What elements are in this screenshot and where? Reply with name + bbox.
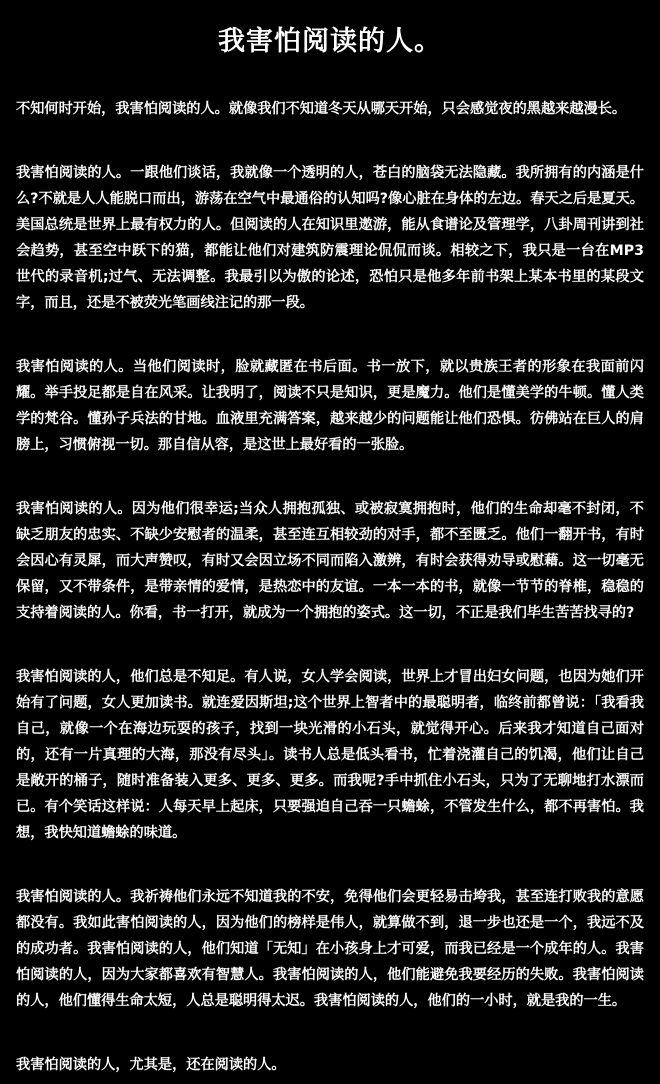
spacer bbox=[16, 1014, 644, 1052]
spacer bbox=[16, 846, 644, 884]
spacer bbox=[16, 458, 644, 496]
paragraph-7: 我害怕阅读的人，尤其是，还在阅读的人。 bbox=[16, 1057, 286, 1073]
paragraph-2: 我害怕阅读的人。一跟他们谈话，我就像一个透明的人，苍白的脑袋无法隐藏。我所拥有的内涵是什么?不就是人人能脱口而出，游荡在空气中最通俗的认知吗?像心脏在身体的左边。春天之后是夏天。美国总统是世界上最有权力的人。但阅读的人在知识里遨游，能从食谱论及管理学，八卦周刊讲到社会趋势，甚至空中跃下的猫，都能让他们对建筑防震理论侃侃而谈。相较之下，我只是一台在MP3世代的录音机;过气、无法调整。我最引以为傲的论述，恐怕只是他多年前书架上某本书里的某段文字，而且，还是不被荧光笔画线注记的那一段。 bbox=[16, 165, 644, 311]
article-title: 我害怕阅读的人。 bbox=[218, 26, 442, 57]
spacer bbox=[16, 122, 644, 160]
paragraph-6: 我害怕阅读的人。我祈祷他们永远不知道我的不安，免得他们会更轻易击垮我，甚至连打败我的意愿都没有。我如此害怕阅读的人，因为他们的榜样是伟人，就算做不到，退一步也还是一个，我远不及的成功者。我害怕阅读的人，他们知道「无知」在小孩身上才可爱，而我已经是一个成年的人。我害怕阅读的人，因为大家都喜欢有智慧人。我害怕阅读的人，他们能避免我要经历的失败。我害怕阅读的人，他们懂得生命太短，人总是聪明得太迟。我害怕阅读的人，他们的一小时，就是我的一生。 bbox=[16, 889, 644, 1009]
paragraph-3: 我害怕阅读的人。当他们阅读时，脸就藏匿在书后面。书一放下，就以贵族王者的形象在我面前闪耀。举手投足都是自在风采。让我明了，阅读不只是知识，更是魔力。他们是懂美学的牛顿。懂人类学的梵谷。懂孙子兵法的甘地。血液里充满答案，越来越少的问题能让他们恐惧。彷佛站在巨人的肩膀上，习惯俯视一切。那自信从容，是这世上最好看的一张脸。 bbox=[16, 359, 644, 453]
paragraph-1: 不知何时开始，我害怕阅读的人。就像我们不知道冬天从哪天开始，只会感觉夜的黑越来越漫长。 bbox=[16, 101, 627, 117]
spacer bbox=[16, 316, 644, 354]
spacer bbox=[16, 626, 644, 664]
spacer bbox=[16, 58, 644, 96]
paragraph-5: 我害怕阅读的人，他们总是不知足。有人说，女人学会阅读，世界上才冒出妇女问题，也因为她们开始有了问题，女人更加读书。就连爱因斯坦;这个世界上智者中的最聪明者，临终前都曾说：「我看我自己，就像一个在海边玩耍的孩子，找到一块光滑的小石头，就觉得开心。后来我才知道自己面对的，还有一片真理的大海，那没有尽头」。读书人总是低头看书，忙着浇灌自己的饥渴，他们让自己是敞开的桶子，随时准备装入更多、更多、更多。而我呢?手中抓住小石头，只为了无聊地打水漂而已。有个笑话这样说：人每天早上起床，只要强迫自己吞一只蟾蜍，不管发生什么，都不再害怕。我想，我快知道蟾蜍的味道。 bbox=[16, 669, 644, 841]
paragraph-4: 我害怕阅读的人。因为他们很幸运;当众人拥抱孤独、或被寂寞拥抱时，他们的生命却毫不封闭，不缺乏朋友的忠实、不缺少安慰者的温柔，甚至连互相较劲的对手，都不至匮乏。他们一翻开书，有时会因心有灵犀，而大声赞叹，有时又会因立场不同而陷入激辨，有时会获得劝导或慰藉。这一切毫无保留，又不带条件，是带亲情的爱情，是热恋中的友谊。一本一本的书，就像一节节的脊椎，稳稳的支持着阅读的人。你看，书一打开，就成为一个拥抱的姿式。这一切，不正是我们毕生苦苦找寻的? bbox=[16, 501, 644, 621]
